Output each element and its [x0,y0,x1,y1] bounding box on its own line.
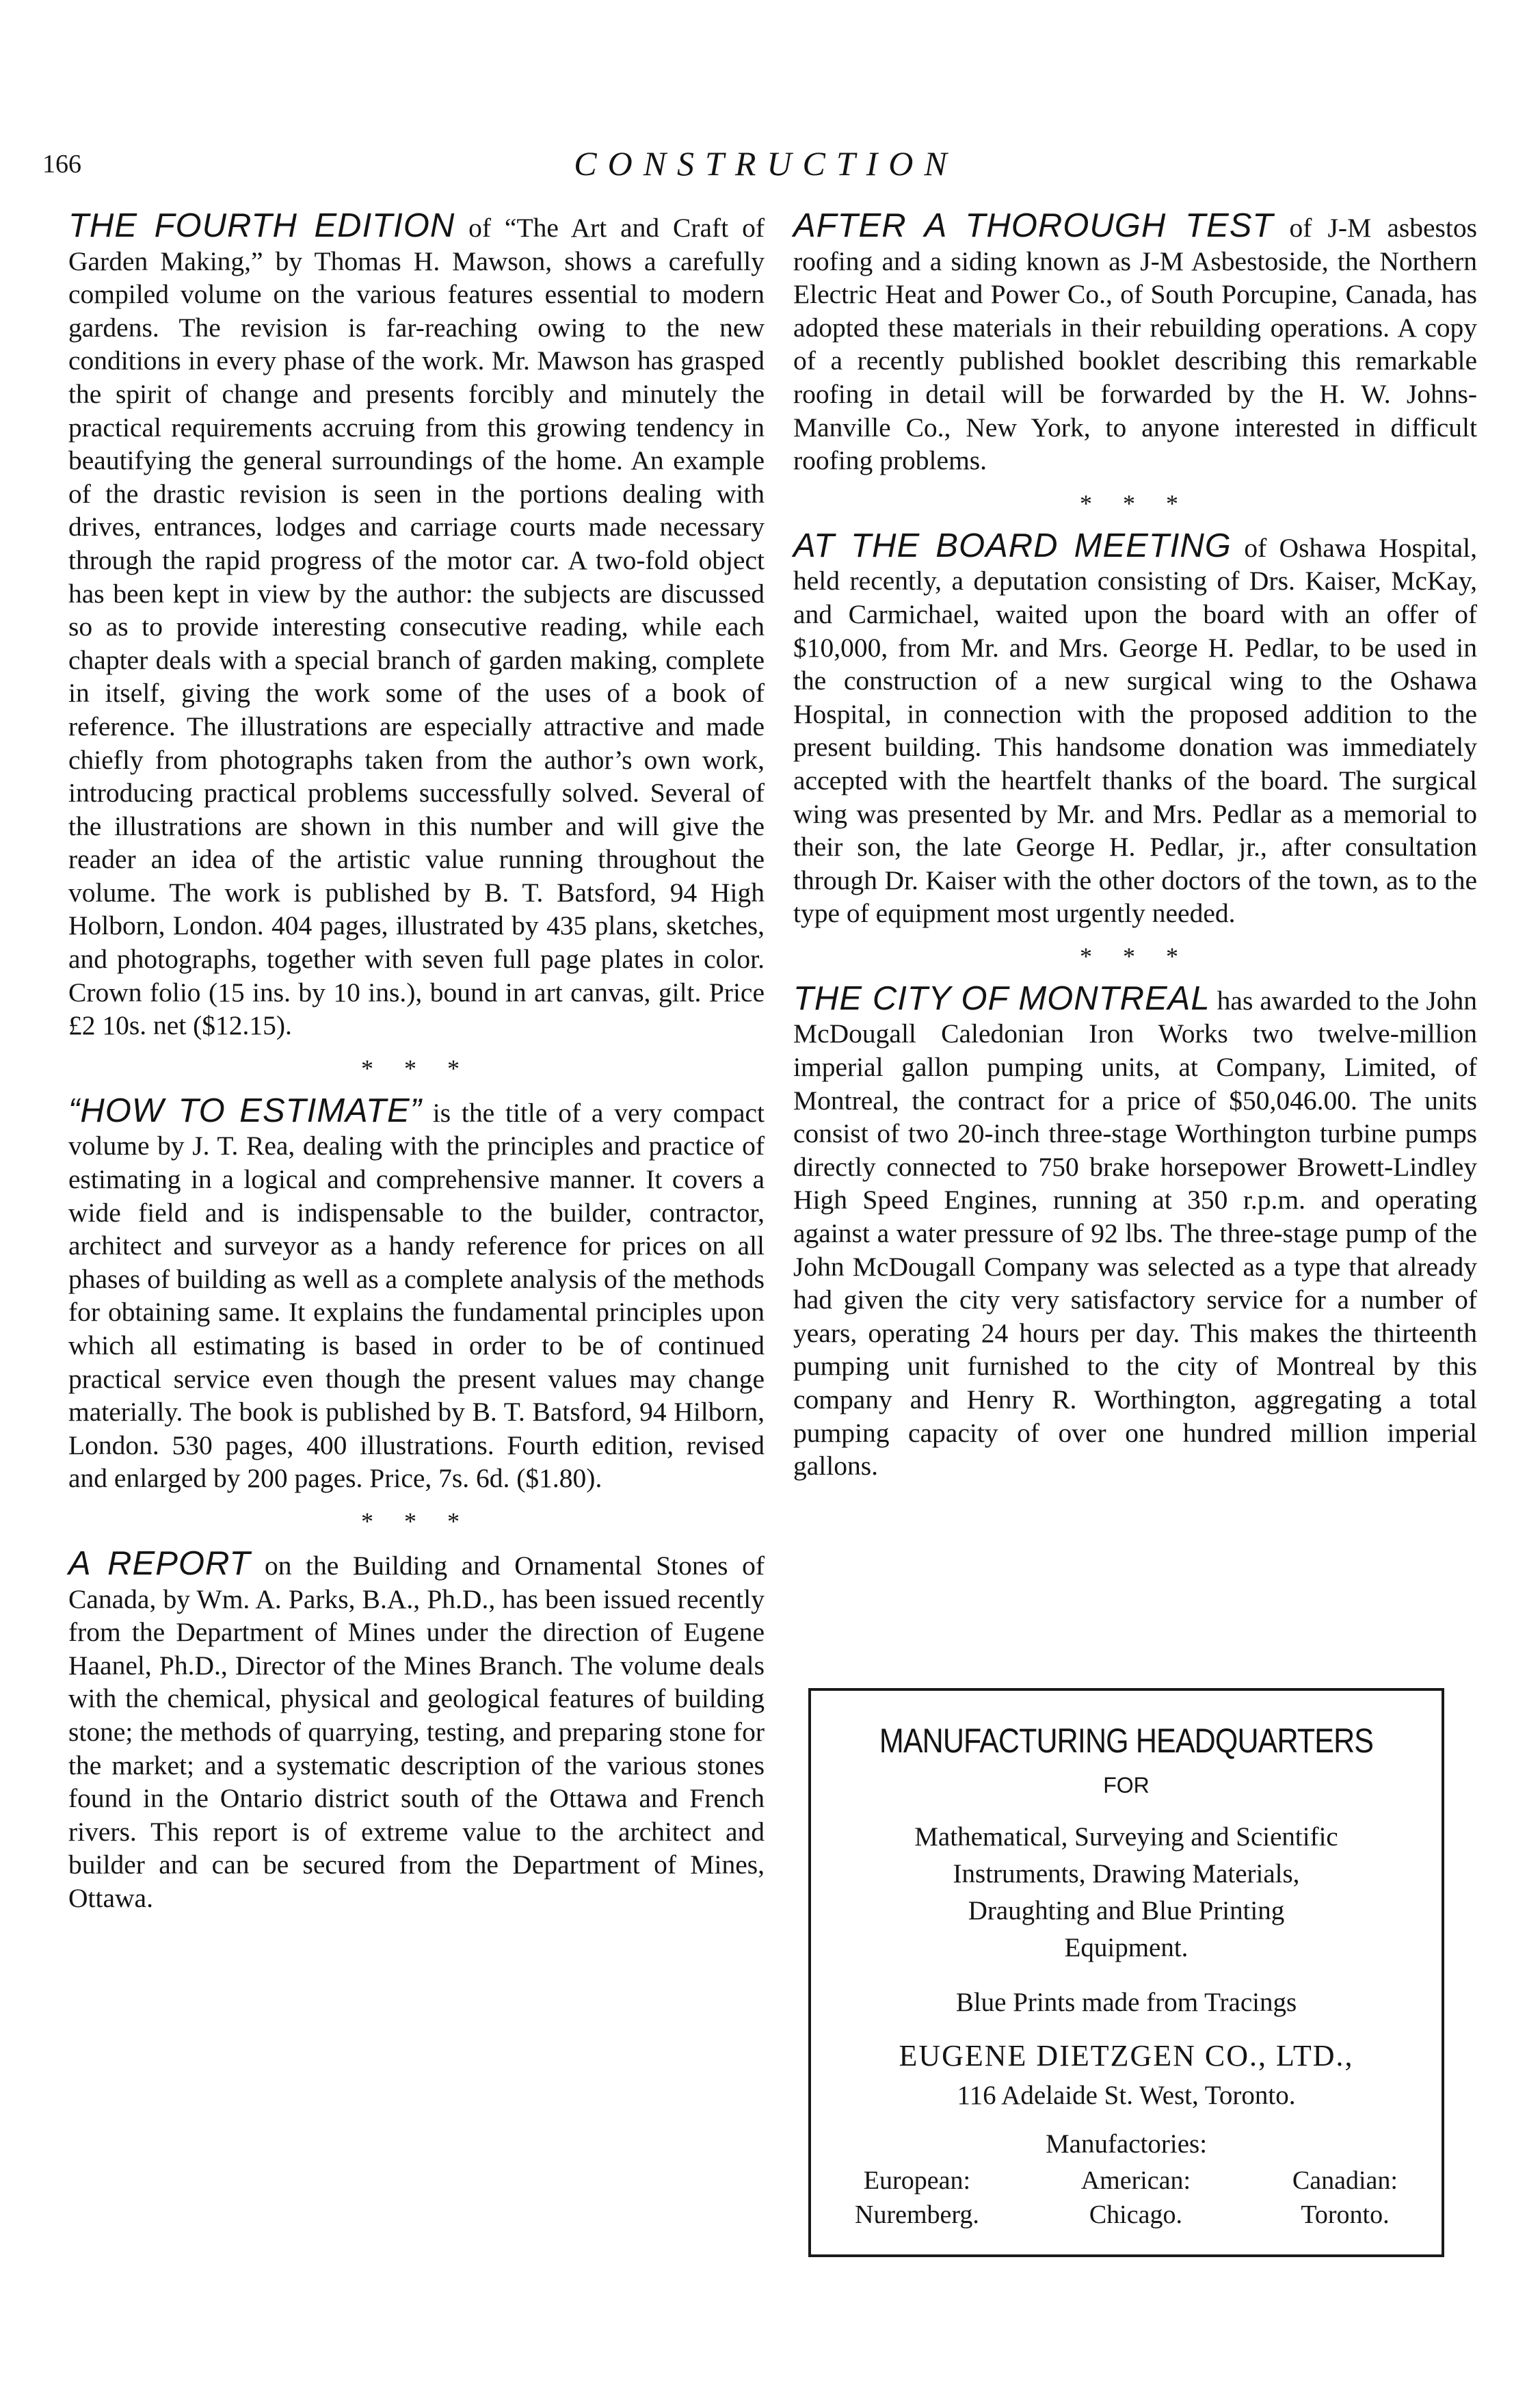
factory-label: Canadian: [1292,2166,1398,2195]
page-number: 166 [42,150,81,179]
article-body: on the Building and Ornamental Stones of Canada, by Wm. A. Parks, B.A., Ph.D., has been issued recently from the Department of Mines under the direction of Eugene Haanel, Ph.D., Director of the Mines Branch. The volume deals with the chemical, physical and geological features of building stone; the methods of quarrying, testing, and preparing stone for the market; and a systematic description of the various stones found in the Ontario district south of the Ottawa and French rivers. This report is of extreme value to the architect and builder and can be secured from the Department of Mines, Ottawa. [68,1550,765,1913]
section-separator: * * * [361,1507,472,1535]
dietzgen-advertisement [808,1688,1444,2257]
article-garden-making [68,209,765,1042]
article-body: of “The Art and Craft of Garden Making,” by Thomas H. Mawson, shows a carefully compiled volume on the various features essential to modern gardens. The revision is far-reaching owing to the new conditions in every phase of the work. Mr. Mawson has grasped the spirit of change and presents forcibly and minutely the practical requirements accruing from this growing tendency in beautifying the general surroundings of the home. An example of the drastic revision is seen in the portions dealing with drives, entrances, lodges and carriage courts made necessary through the rapid progress of the motor car. A two-fold object has been kept in view by the author: the subjects are discussed so as to provide interesting consecutive reading, while each chapter deals with a special branch of garden making, complete in itself, giving the work some of the uses of a book of reference. The illustrations are especially attractive and made chiefly from photographs taken from the author’s own work, introducing practical problems successfully solved. Several of the illustrations are shown in this number and will give the reader an idea of the artistic value running throughout the volume. The work is published by B. T. Batsford, 94 High Holborn, London. 404 pages, illustrated by 435 plans, sketches, and photographs, together with seven full page plates in color. Crown folio (15 ins. by 10 ins.), bound in art canvas, gilt. Price £2 10s. net ($12.15). [68,213,765,1041]
section-separator: * * * [361,1054,472,1082]
ad-factories-label: Manufactories: [1045,2129,1208,2159]
right-column [793,209,1477,1483]
ad-factory-canadian [1292,2163,1398,2232]
article-lead: AFTER A THOROUGH TEST [793,207,1274,244]
article-stones-report [68,1544,765,1915]
factory-city: Toronto. [1301,2200,1390,2229]
factory-city: Nuremberg. [855,2200,979,2229]
article-montreal-pumps [793,979,1477,1483]
ad-desc-line: Draughting and Blue Printing [968,1896,1285,1925]
article-asbestos-roofing [793,209,1477,477]
ad-desc-line: Instruments, Drawing Materials, [953,1859,1300,1888]
ad-factory-european [855,2163,979,2232]
ad-desc-line: Mathematical, Surveying and Scientific [914,1822,1338,1852]
article-body: has awarded to the John McDougall Caledonian Iron Works two twelve-million imperial gallon pumping units, at Company, Limited, of Montreal, the contract for a price of $50,046.00. The units consist of two 20-inch three-stage Worthington turbine pumps directly connected to 750 brake horsepower Browett-Lindley High Speed Engines, running at 350 r.p.m. and operating against a water pressure of 92 lbs. The three-stage pump of the John McDougall Company was selected as a type that already had given the city very satisfactory service for a number of years, operating 24 hours per day. This makes the thirteenth pumping unit furnished to the city of Montreal by this company and Henry R. Worthington, aggregating a total pumping capacity of over one hundred million imperial gallons. [793,985,1477,1482]
ad-description [811,1819,1442,1966]
ad-desc-line: Equipment. [1064,1933,1189,1962]
ad-for: FOR [1103,1773,1150,1798]
ad-factory-american [1081,2163,1191,2232]
factory-city: Chicago. [1089,2200,1182,2229]
section-separator: * * * [1080,942,1191,970]
article-lead: “HOW TO ESTIMATE” [68,1092,422,1129]
section-separator: * * * [1080,489,1191,517]
article-lead: THE FOURTH EDITION [68,207,455,244]
article-how-to-estimate [68,1094,765,1495]
article-lead: THE CITY OF MONTREAL [793,979,1210,1017]
factory-label: American: [1080,2166,1191,2195]
left-column [68,209,765,1915]
article-lead: AT THE BOARD MEETING [793,527,1232,564]
ad-blue-prints: Blue Prints made from Tracings [955,1988,1297,2017]
factory-label: European: [863,2166,970,2195]
article-body: is the title of a very compact volume by J. T. Rea, dealing with the principles and practice of estimating in a logical and comprehensive manner. It covers a wide field and is indispensable to the builder, contractor, architect and surveyor as a handy reference for prices on all phases of building as well as a complete analysis of the methods for obtaining same. It explains the fundamental principles upon which all estimating is based in order to be of continued practical service even though the present values may change materially. The book is published by B. T. Batsford, 94 Hilborn, London. 530 pages, 400 illustrations. Fourth edition, revised and enlarged by 200 pages. Price, 7s. 6d. ($1.80). [68,1097,765,1494]
ad-address: 116 Adelaide St. West, Toronto. [957,2081,1296,2110]
article-lead: A REPORT [68,1544,251,1582]
article-oshawa-hospital [793,529,1477,930]
article-body: of J-M asbestos roofing and a siding known as J-M Asbestoside, the Northern Electric Heat and Power Co., of South Porcupine, Canada, has adopted these materials in their rebuilding operations. A copy of a recently published booklet describing this remarkable roofing in detail will be forwarded by the H. W. Johns-Manville Co., New York, to anyone interested in difficult roofing problems. [793,213,1477,476]
page-header [0,144,1540,190]
journal-title: CONSTRUCTION [574,144,958,183]
article-body: of Oshawa Hospital, held recently, a deputation consisting of Drs. Kaiser, McKay, and Carmichael, waited upon the board with an offer of $10,000, from Mr. and Mrs. George H. Pedlar, to be used in the construction of a new surgical wing to the Oshawa Hospital, in connection with the proposed addition to the present building. This handsome donation was immediately accepted with the heartfelt thanks of the board. The surgical wing was presented by Mr. and Mrs. Pedlar as a memorial to their son, the late George H. Pedlar, jr., after consultation through Dr. Kaiser with the other doctors of the town, as to the type of equipment most urgently needed. [793,532,1477,929]
ad-factories [811,2163,1442,2232]
ad-company-name: EUGENE DIETZGEN CO., LTD., [899,2039,1354,2072]
ad-title: MANUFACTURING HEADQUARTERS [879,1722,1374,1760]
